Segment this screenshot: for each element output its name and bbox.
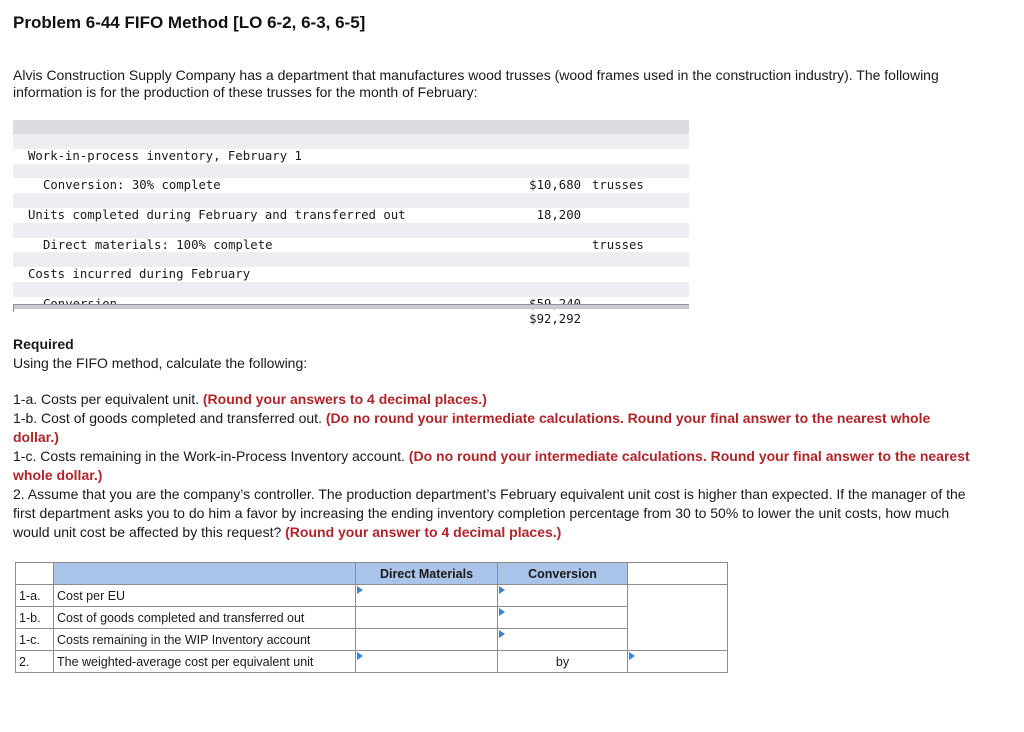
required-heading: Required [13,336,74,352]
row-number: 1-c. [16,629,54,651]
data-row: Units completed during February and transferred out trusses [13,193,689,208]
by-label: by [498,651,628,673]
required-text: Using the FIFO method, calculate the following: [13,355,308,371]
row-number: 2. [16,651,54,673]
row-number: 1-b. [16,607,54,629]
input-marker-icon [499,608,505,616]
input-marker-icon [499,586,505,594]
data-row [13,208,689,223]
answer-table [15,562,728,673]
blank-cell [628,585,728,651]
table-row [16,585,728,607]
item-1c: 1-c. Costs remaining in the Work-in-Process Inventory account. (Do no round your intermediate calculations. Round your final answer to the nearest whole dollar.) [13,448,970,483]
header-blank-extra [628,563,728,585]
weighted-average-change-select[interactable] [356,651,498,673]
data-row: $92,292 [13,282,689,297]
item-1b: 1-b. Cost of goods completed and transferred out. (Do no round your intermediate calculations. Round your final answer to the nearest whole dollar.) [13,410,931,445]
row-label: The weighted-average cost per equivalent unit [54,651,356,673]
blank-cell [356,607,498,629]
data-row [13,238,689,253]
header-blank-num [16,563,54,585]
cost-per-eu-dm-input[interactable] [356,585,498,607]
row-label: Cost of goods completed and transferred out [54,607,356,629]
row-label: Costs remaining in the WIP Inventory account [54,629,356,651]
input-marker-icon [629,652,635,660]
data-row: Direct materials: 100% complete [13,223,689,238]
table-row [16,607,728,629]
input-marker-icon [357,586,363,594]
problem-title: Problem 6-44 FIFO Method [LO 6-2, 6-3, 6-5] [13,13,366,32]
table-row [16,651,728,673]
header-direct-materials: Direct Materials [356,563,498,585]
row-number: 1-a. [16,585,54,607]
input-marker-icon [499,630,505,638]
data-row: $10,680 [529,178,581,193]
data-row: 18,200 [536,207,581,222]
data-row: Work-in-process inventory, February 1 trusses [13,134,689,149]
data-row: Conversion: 30% complete [13,164,689,179]
table-row [16,629,728,651]
data-row: Costs incurred during February [13,252,689,267]
row-label: Cost per EU [54,585,356,607]
wip-remaining-input[interactable] [498,629,628,651]
data-table-top-bar [13,120,689,134]
item-1a: 1-a. Costs per equivalent unit. (Round your answers to 4 decimal places.) [13,391,487,407]
answer-header-row [16,563,728,585]
cogs-transferred-input[interactable] [498,607,628,629]
weighted-average-amount-input[interactable] [628,651,728,673]
problem-intro: Alvis Construction Supply Company has a department that manufactures wood trusses (wood frames used in the construction industry). The following information is for the production of these trusses for the month of February: [13,67,939,100]
blank-cell [356,629,498,651]
item-2: 2. Assume that you are the company’s controller. The production department’s February equivalent unit cost is higher than expected. If the manager of the first department asks you to do him a favor by increasing the ending inventory completion percentage from 30 to 50% to lower the unit costs, how much would unit cost be affected by this request? (Round your answer to 4 decimal places.) [13,486,966,540]
data-table-left-mark [13,304,14,312]
data-row [13,267,689,282]
dropdown-marker-icon [357,652,363,660]
cost-per-eu-conv-input[interactable] [498,585,628,607]
header-conversion: Conversion [498,563,628,585]
data-table-bottom-bar [13,304,689,309]
production-data-table [13,120,689,326]
required-items [13,390,973,542]
header-blank-label [54,563,356,585]
